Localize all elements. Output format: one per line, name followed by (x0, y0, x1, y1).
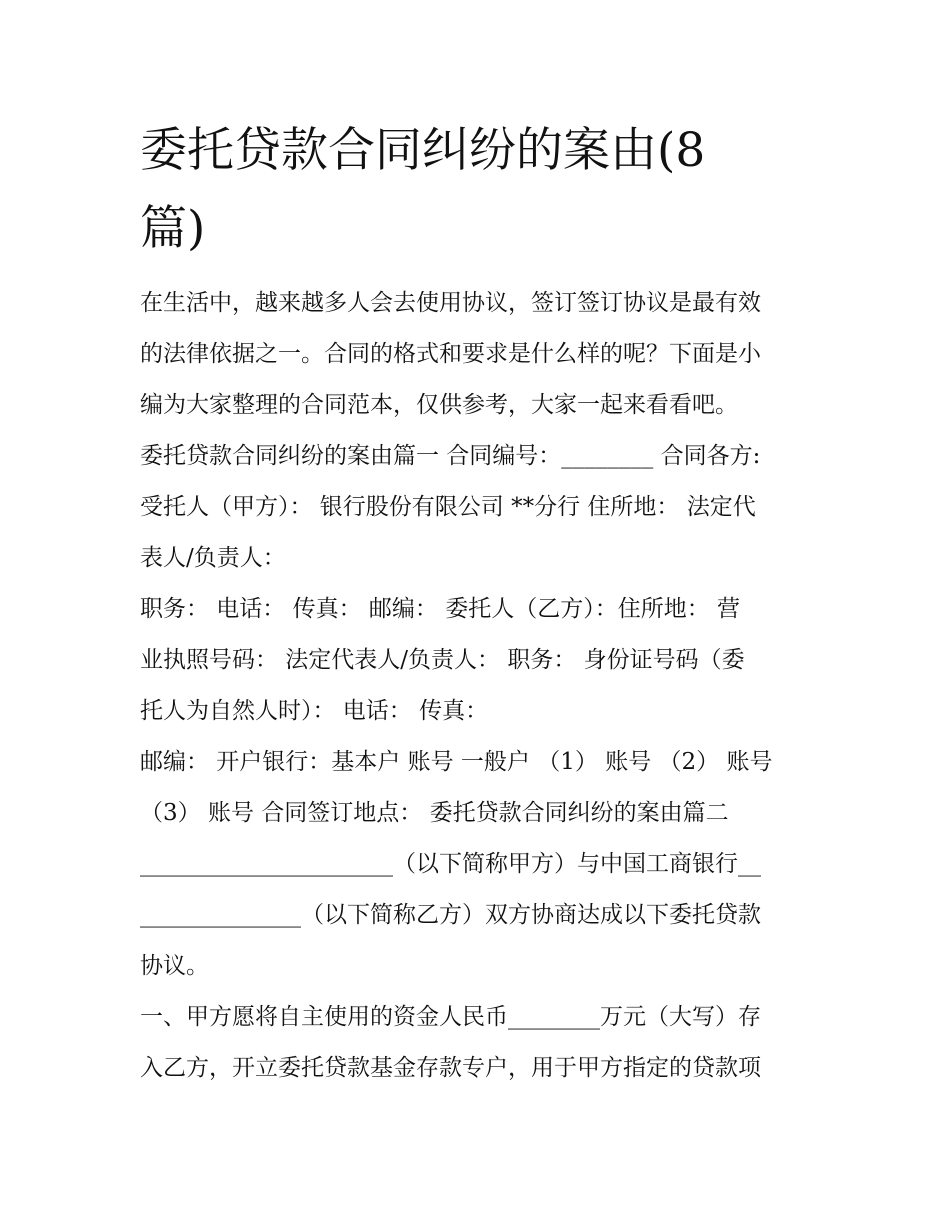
body-line: 托人为自然人时）： 电话： 传真： (140, 698, 489, 724)
body-line: 邮编： 开户银行：基本户 账号 一般户 （1） 账号 （2） 账号 (140, 749, 773, 775)
body-line: 协议。 (140, 953, 209, 979)
body-line: 表人/负责人： (140, 545, 286, 571)
body-line: 的法律依据之一。合同的格式和要求是什么样的呢？下面是小 (140, 341, 761, 367)
body-line: 在生活中，越来越多人会去使用协议，签订签订协议是最有效 (140, 290, 761, 316)
body-line: 入乙方，开立委托贷款基金存款专户，用于甲方指定的贷款项 (140, 1055, 761, 1081)
title-line-1: 委托贷款合同纠纷的案由(8 (140, 123, 706, 178)
title-line-2: 篇) (140, 201, 206, 256)
body-line: 业执照号码： 法定代表人/负责人： 职务： 身份证号码（委 (140, 647, 745, 673)
body-line: ______________（以下简称乙方）双方协商达成以下委托贷款 (140, 902, 761, 928)
document-title (140, 112, 820, 268)
body-line: 委托贷款合同纠纷的案由篇一 合同编号：________ 合同各方: (140, 443, 761, 469)
body-line: ______________________（以下简称甲方）与中国工商银行__ (140, 851, 761, 877)
body-line: 受托人（甲方）： 银行股份有限公司 **分行 住所地： 法定代 (140, 494, 756, 520)
body-line: 一、甲方愿将自主使用的资金人民币________万元（大写）存 (140, 1004, 761, 1030)
body-line: （3） 账号 合同签订地点： 委托贷款合同纠纷的案由篇二 (140, 800, 729, 826)
body-line: 编为大家整理的合同范本，仅供参考，大家一起来看看吧。 (140, 392, 738, 418)
document-body (140, 278, 820, 1094)
body-line: 职务： 电话： 传真： 邮编： 委托人（乙方）：住所地： 营 (140, 596, 741, 622)
